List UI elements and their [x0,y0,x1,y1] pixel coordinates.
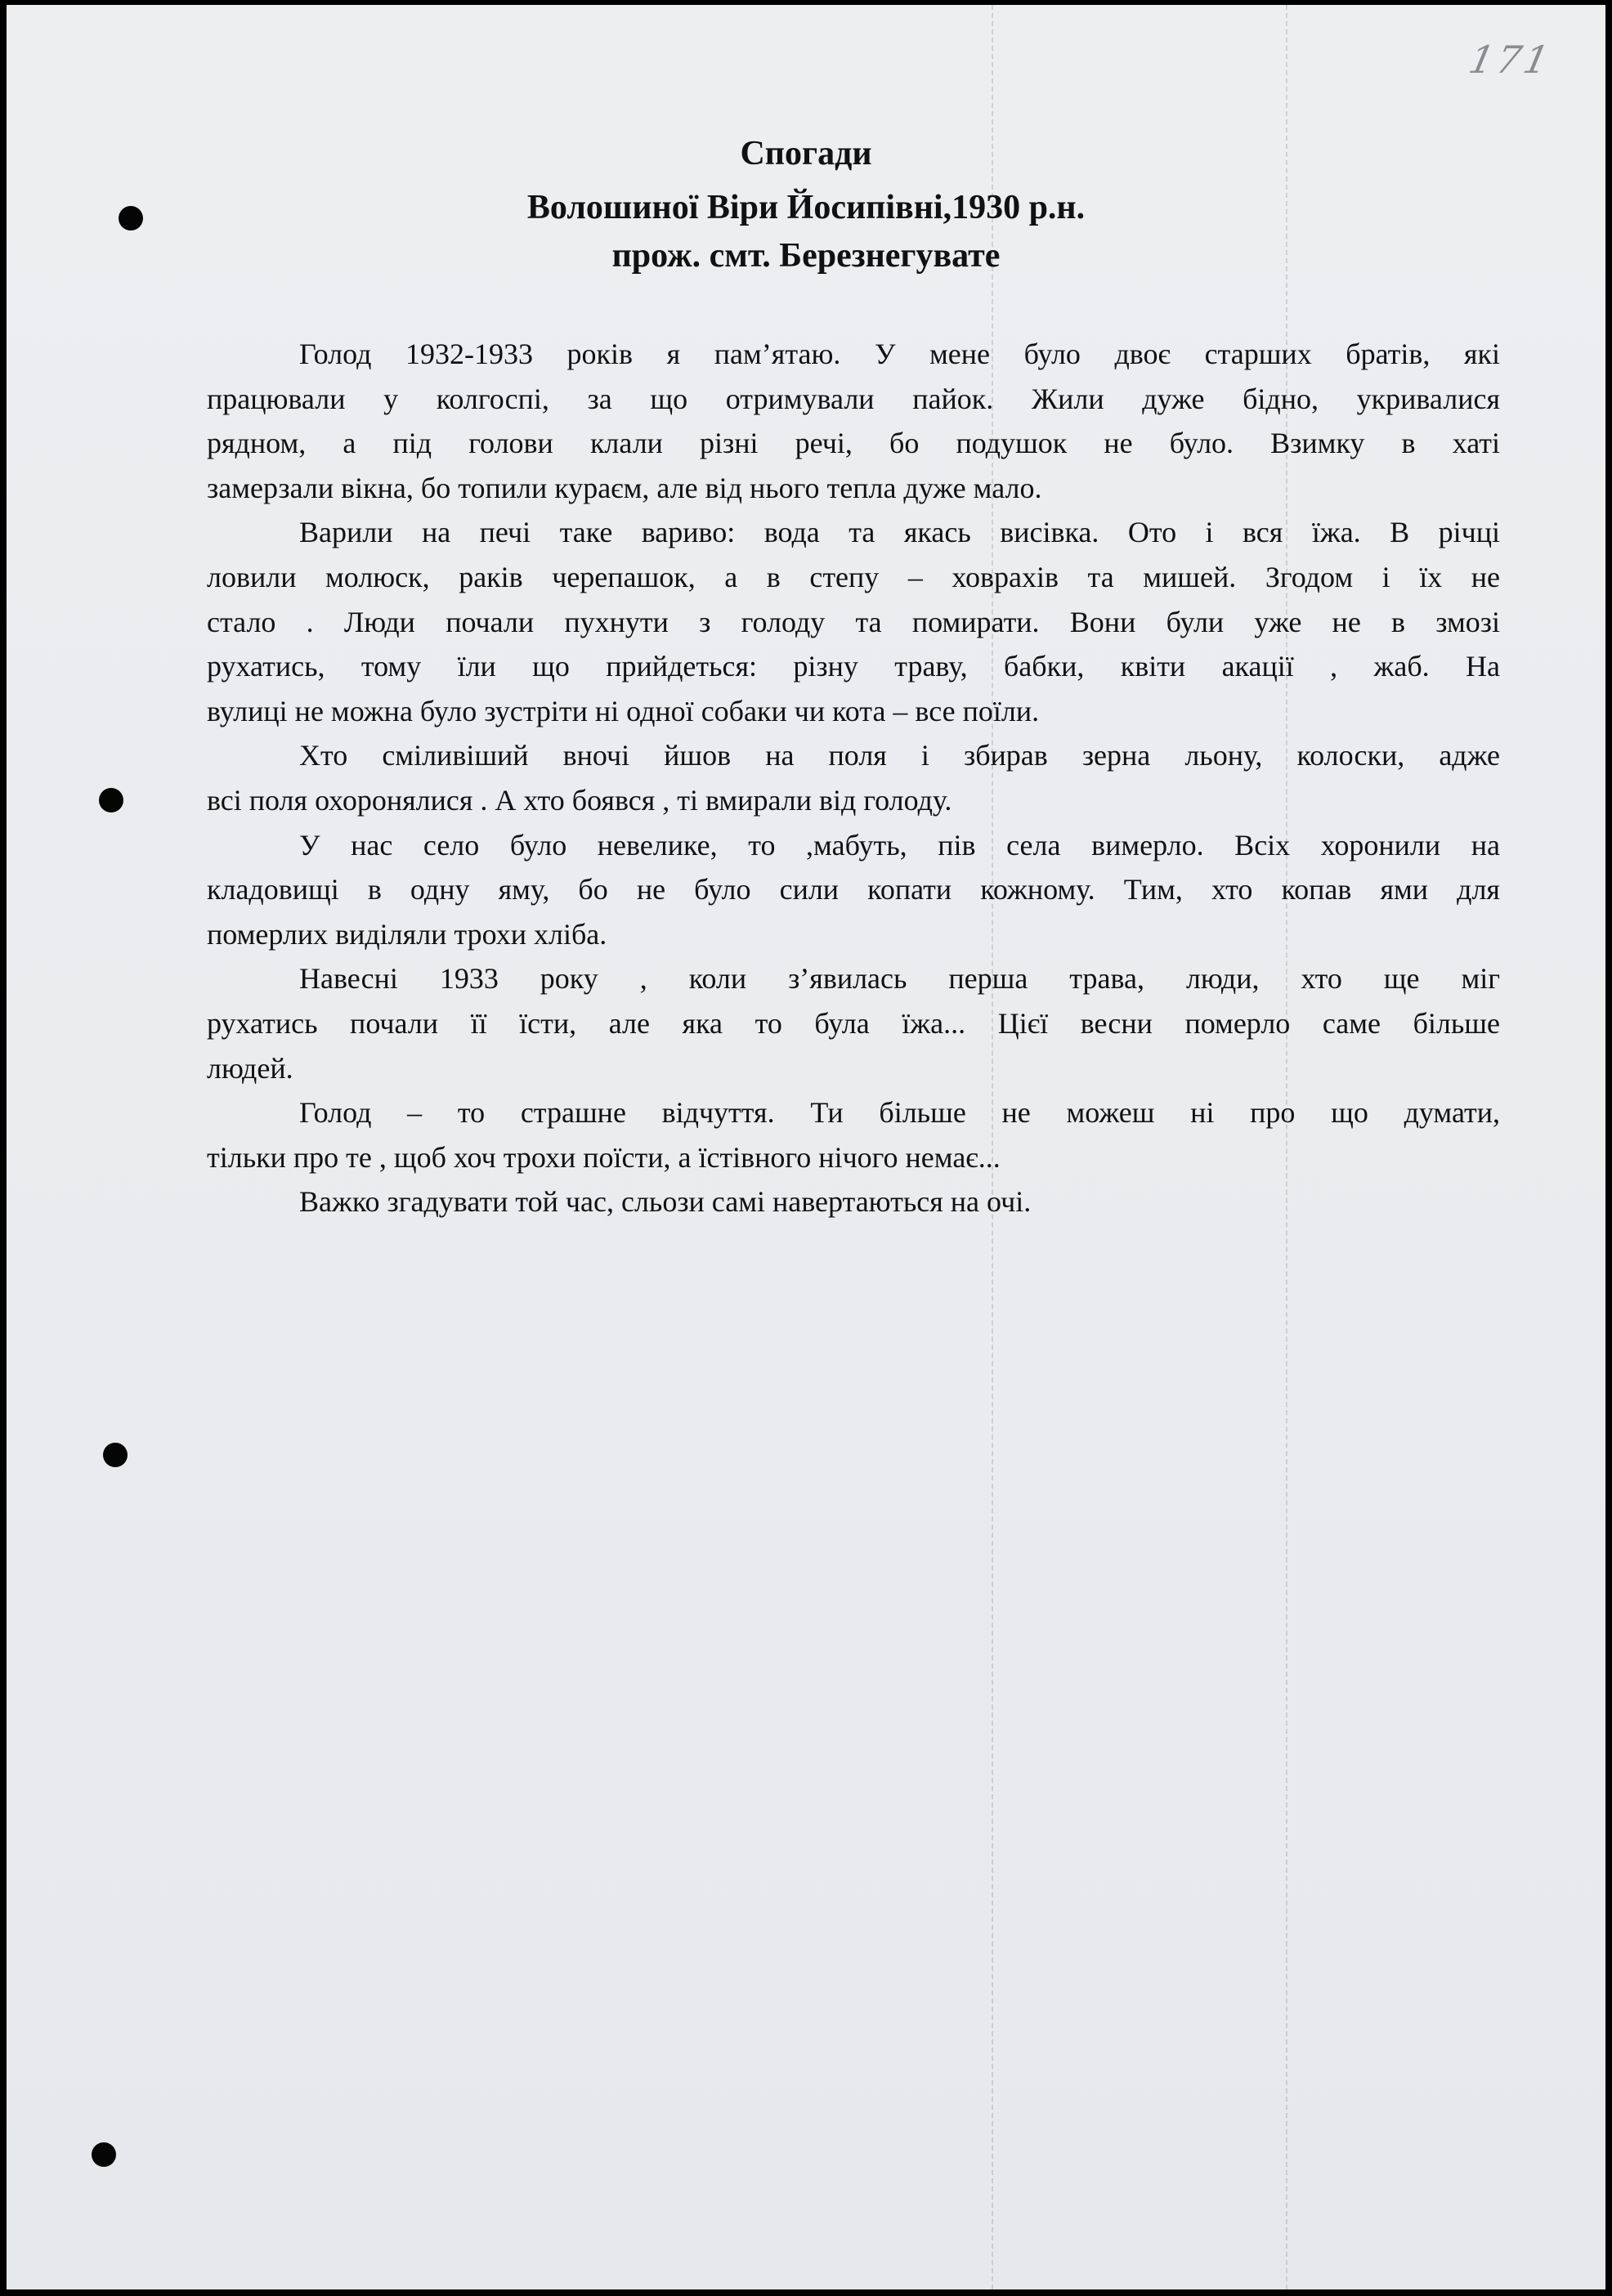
text-line: працювали у колгоспі, за що отримували пайок. Жили дуже бідно, укривалися [207,382,1500,415]
text-line: Навесні 1933 року , коли з’явилась перша трава, люди, хто ще міг [299,962,1500,996]
paragraph [207,510,1500,733]
paragraph [207,1090,1500,1179]
punch-hole [92,2142,116,2167]
title-line-3: прож. смт. Березнегувате [611,237,1001,275]
text-line: Голод 1932-1933 років я пам’ятаю. У мене було двоє старших братів, які [299,338,1500,370]
punch-hole [103,1443,128,1467]
memoir-body [207,332,1500,1224]
page-number: 171 [1465,38,1556,82]
text-line: кладовищі в одну яму, бо не було сили копати кожному. Тим, хто копав ями для [207,873,1500,906]
text-line: всі поля охоронялися . А хто боявся , ті вмирали від голоду. [207,783,952,817]
text-line: Хто сміливіший вночі йшов на поля і збирав зерна льону, колоски, адже [299,739,1500,772]
text-line: У нас село було невелике, то ,мабуть, пів села вимерло. Всіх хоронили на [299,828,1500,862]
paragraph [207,332,1500,510]
paragraph [207,956,1500,1090]
text-line: Варили на печі таке вариво: вода та якась висівка. Ото і вся їжа. В річці [299,516,1500,549]
paragraph [207,1179,1500,1224]
text-line: рухатись, тому їли що прийдеться: різну траву, бабки, квіти акації , жаб. На [207,650,1500,683]
text-line: рядном, а під голови клали різні речі, бо подушок не було. Взимку в хаті [207,427,1500,460]
title-line-2: Волошиної Віри Йосипівні,1930 р.н. [526,189,1086,226]
paragraph [207,823,1500,957]
title-line-1: Спогади [740,135,872,172]
text-line: замерзали вікна, бо топили кураєм, але від нього тепла дуже мало. [207,471,1042,504]
text-line: людей. [207,1051,293,1085]
text-line: ловили молюск, раків черепашок, а в степу – ховрахів та мишей. Згодом і їх не [207,560,1500,593]
punch-hole [99,788,123,812]
text-line: тільки про те , щоб хоч трохи поїсти, а їстівного нічого немає... [207,1140,1001,1174]
text-line: стало . Люди почали пухнути з голоду та помирати. Вони були уже не в змозі [207,605,1500,638]
text-line: померлих виділяли трохи хліба. [207,917,607,951]
text-line: Голод – то страшне відчуття. Ти більше не можеш ні про що думати, [299,1096,1500,1130]
paragraph [207,733,1500,822]
text-line: вулиці не можна було зустріти ні одної собаки чи кота – все поїли. [207,694,1040,727]
text-line: рухатись почали її їсти, але яка то була їжа... Цієї весни померло саме більше [207,1006,1500,1040]
text-line: Важко згадувати той час, сльози самі навертаються на очі. [299,1185,1032,1219]
document-page [7,5,1605,2289]
